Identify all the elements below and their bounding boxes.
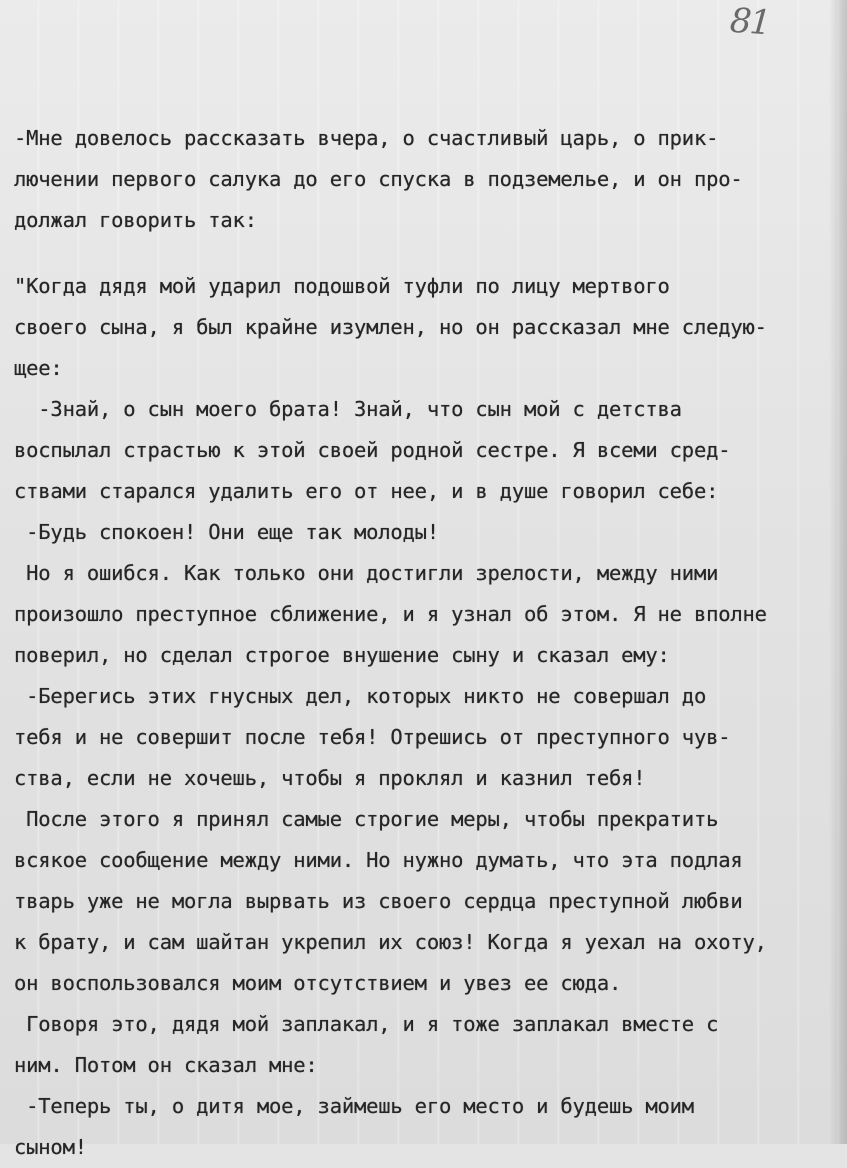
text-line: -Берегись этих гнусных дел, которых никто не совершал до: [14, 684, 707, 708]
text-line: воспылал страстью к этой своей родной сестре. Я всеми сред-: [14, 438, 731, 462]
text-line: -Будь спокоен! Они еще так молоды!: [14, 520, 439, 544]
text-line: своего сына, я был крайне изумлен, но он рассказал мне следую-: [14, 315, 767, 339]
paragraph-2: [14, 266, 844, 1168]
text-line: -Теперь ты, о дитя мое, займешь его место и будешь моим: [14, 1094, 694, 1118]
text-line: произошло преступное сближение, и я узнал об этом. Я не вполне: [14, 602, 767, 626]
document-body: [14, 118, 844, 1168]
paragraph-1: [14, 118, 844, 241]
page-folio-number: 81: [728, 0, 771, 44]
text-line: к брату, и сам шайтан укрепил их союз! Когда я уехал на охоту,: [14, 930, 767, 954]
text-line: "Когда дядя мой ударил подошвой туфли по лицу мертвого: [14, 274, 670, 298]
text-line: он воспользовался моим отсутствием и увез ее сюда.: [14, 971, 622, 995]
text-line: щее:: [14, 356, 63, 380]
text-line: должал говорить так:: [14, 208, 257, 232]
text-line: ствами старался удалить его от нее, и в душе говорил себе:: [14, 479, 719, 503]
text-line: -Мне довелось рассказать вчера, о счастливый царь, о прик-: [14, 126, 719, 150]
text-line: всякое сообщение между ними. Но нужно думать, что эта подлая: [14, 848, 743, 872]
text-line: тварь уже не могла вырвать из своего сердца преступной любви: [14, 889, 743, 913]
text-line: лючении первого салука до его спуска в подземелье, и он про-: [14, 167, 743, 191]
paragraph-gap: [14, 241, 844, 266]
text-line: тебя и не совершит после тебя! Отрешись от преступного чув-: [14, 725, 731, 749]
text-line: -Знай, о сын моего брата! Знай, что сын мой с детства: [14, 397, 682, 421]
text-line: После этого я принял самые строгие меры, чтобы прекратить: [14, 807, 719, 831]
text-line: сыном!: [14, 1135, 87, 1159]
text-line: ства, если не хочешь, чтобы я проклял и казнил тебя!: [14, 766, 646, 790]
text-line: поверил, но сделал строгое внушение сыну и сказал ему:: [14, 643, 670, 667]
text-line: Но я ошибся. Как только они достигли зрелости, между ними: [14, 561, 719, 585]
text-line: ним. Потом он сказал мне:: [14, 1053, 318, 1077]
text-line: Говоря это, дядя мой заплакал, и я тоже заплакал вместе с: [14, 1012, 719, 1036]
